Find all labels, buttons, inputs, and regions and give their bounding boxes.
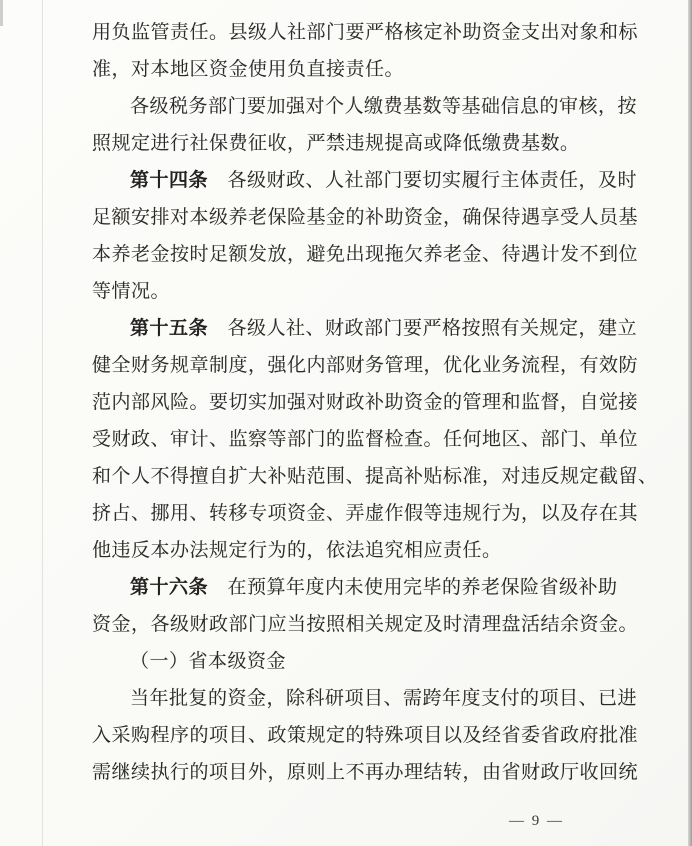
document-line: 第十五条 各级人社、财政部门要严格按照有关规定，建立 [130, 318, 638, 339]
document-line: 照规定进行社保费征收，严禁违规提高或降低缴费基数。 [92, 133, 580, 154]
document-line: 入采购程序的项目、政策规定的特殊项目以及经省委省政府批准 [92, 725, 639, 746]
document-line: 准，对本地区资金使用负直接责任。 [92, 59, 405, 80]
page-number: — 9 — [509, 813, 564, 829]
document-line: 第十四条 各级财政、人社部门要切实履行主体责任，及时 [130, 170, 638, 191]
scan-artifact-topleft [0, 0, 3, 26]
document-line: 等情况。 [92, 281, 171, 302]
document-line: 需继续执行的项目外，原则上不再办理结转，由省财政厅收回统 [92, 762, 639, 783]
document-line: 受财政、审计、监察等部门的监督检查。任何地区、部门、单位 [92, 429, 639, 450]
article-number: 第十六条 [130, 577, 209, 598]
document-line: 范内部风险。要切实加强对财政补助资金的管理和监督，自觉接 [92, 392, 639, 413]
document-line: 挤占、挪用、转移专项资金、弄虚作假等违规行为，以及存在其 [92, 503, 639, 524]
article-number: 第十五条 [130, 318, 209, 339]
article-number: 第十四条 [130, 170, 209, 191]
document-line: （一）省本级资金 [130, 651, 287, 672]
document-line: 资金，各级财政部门应当按照相关规定及时清理盘活结余资金。 [92, 614, 639, 635]
document-line: 足额安排对本级养老保险基金的补助资金，确保待遇享受人员基 [92, 207, 639, 228]
scan-artifact-right-edge [688, 0, 692, 846]
document-line: 他违反本办法规定行为的，依法追究相应责任。 [92, 540, 502, 561]
document-line: 和个人不得擅自扩大补贴范围、提高补贴标准，对违反规定截留、 [92, 466, 658, 487]
document-line: 当年批复的资金，除科研项目、需跨年度支付的项目、已进 [130, 688, 638, 709]
document-line: 第十六条 在预算年度内未使用完毕的养老保险省级补助 [130, 577, 618, 598]
document-line: 本养老金按时足额发放，避免出现拖欠养老金、待遇计发不到位 [92, 244, 639, 265]
document-line: 健全财务规章制度，强化内部财务管理，优化业务流程，有效防 [92, 355, 639, 376]
scan-artifact-left-line [42, 0, 43, 846]
document-line: 用负监管责任。县级人社部门要严格核定补助资金支出对象和标 [92, 22, 639, 43]
document-line: 各级税务部门要加强对个人缴费基数等基础信息的审核，按 [130, 96, 638, 117]
document-body [92, 14, 658, 791]
